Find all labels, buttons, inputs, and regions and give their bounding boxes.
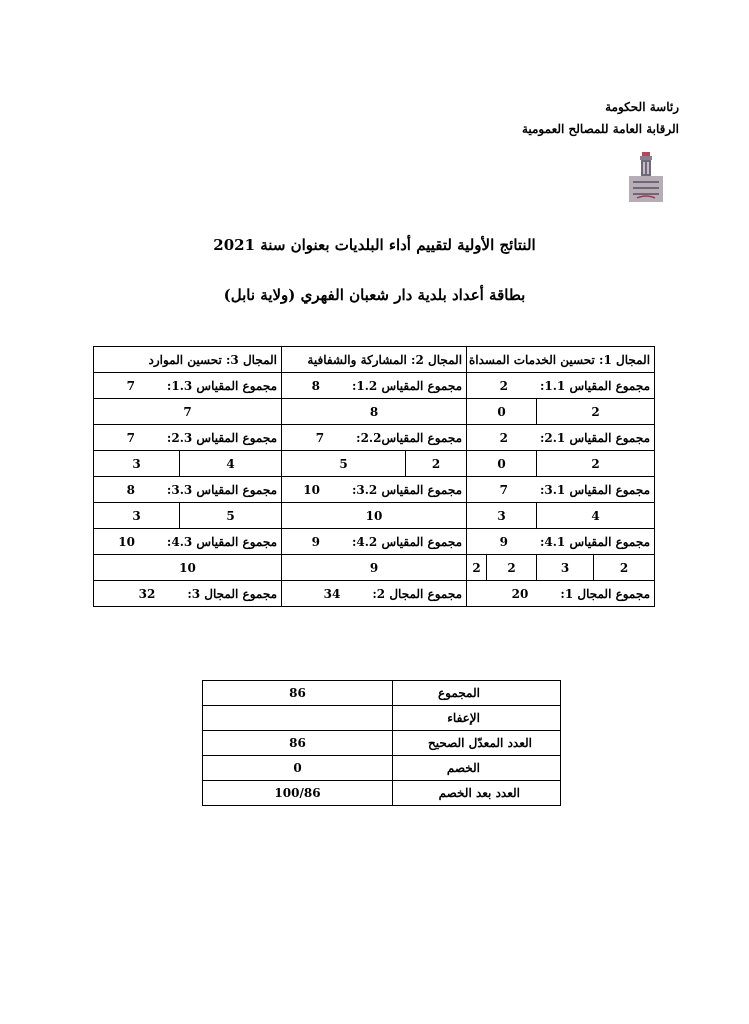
scale-label: مجموع المقياس 1.1:: [539, 378, 651, 393]
detail-cell: 0: [467, 399, 537, 425]
summary-value: 100/86: [203, 781, 393, 806]
detail-cell: 2: [406, 451, 467, 477]
scale-cell: [467, 477, 655, 503]
scale-value: 7: [499, 482, 508, 497]
domain-3-header: المجال 3: تحسين الموارد: [94, 347, 282, 373]
summary-label: العدد المعدّل الصحيح: [393, 731, 561, 756]
summary-label: المجموع: [393, 681, 561, 706]
scale-value: 7: [315, 430, 325, 445]
scale-value: 2: [499, 378, 508, 393]
scale-cell: [282, 477, 467, 503]
detail-cell: 4: [537, 503, 655, 529]
summary-value: 86: [203, 731, 393, 756]
detail-cell: 5: [180, 503, 282, 529]
detail-cell: 2: [467, 555, 487, 581]
scale-cell: [94, 477, 282, 503]
summary-value: [203, 706, 393, 731]
domain-total-cell: [94, 581, 282, 607]
domain-total-value: 34: [323, 586, 341, 601]
tower-emblem-icon: [621, 150, 671, 204]
page-subtitle: بطاقة أعداد بلدية دار شعبان الفهري (ولاية نابل): [223, 286, 526, 304]
detail-cell: 10: [282, 503, 467, 529]
table-row: [94, 529, 655, 555]
summary-label: العدد بعد الخصم: [393, 781, 561, 806]
detail-cell: 0: [467, 451, 537, 477]
summary-row: [203, 781, 561, 806]
table-row: [94, 425, 655, 451]
summary-row: [203, 681, 561, 706]
scale-label: مجموع المقياس 4.3:: [166, 534, 277, 549]
scale-cell: [94, 425, 282, 451]
scale-label: مجموع المقياس 4.1:: [539, 534, 651, 549]
domain-total-value: 32: [138, 586, 156, 601]
domain-2-header: المجال 2: المشاركة والشفافية: [282, 347, 467, 373]
header-line-2: الرقابة العامة للمصالح العمومية: [521, 122, 679, 136]
scale-label: مجموع المقياس 2.1:: [539, 430, 651, 445]
detail-cell: 5: [282, 451, 406, 477]
detail-cell: 7: [94, 399, 282, 425]
domain-totals-row: [94, 581, 655, 607]
domain-1-header: المجال 1: تحسين الخدمات المسداة: [467, 347, 655, 373]
detail-cell: 10: [94, 555, 282, 581]
scale-cell: [94, 529, 282, 555]
domain-total-label: مجموع المجال 1:: [560, 586, 651, 601]
detail-cell: 8: [282, 399, 467, 425]
summary-row: [203, 706, 561, 731]
summary-value: 86: [203, 681, 393, 706]
scale-label: مجموع المقياس 3.3:: [166, 482, 277, 497]
domain-total-cell: [467, 581, 655, 607]
detail-cell: 2: [487, 555, 537, 581]
header-line-1: رئاسة الحكومة: [605, 100, 679, 114]
page-title: النتائج الأولية لتقييم أداء البلديات بعنوان سنة 2021: [213, 236, 536, 254]
header: [522, 96, 679, 140]
scale-value: 9: [311, 534, 320, 549]
scale-cell: [467, 425, 655, 451]
summary-label: الإعفاء: [393, 706, 561, 731]
detail-cell: 9: [282, 555, 467, 581]
detail-cell: 4: [180, 451, 282, 477]
scale-cell: [282, 529, 467, 555]
scale-label: مجموع المقياس 4.2:: [351, 534, 463, 549]
table-row: [94, 451, 655, 477]
table-row: [94, 555, 655, 581]
summary-row: [203, 756, 561, 781]
scale-cell: [467, 373, 655, 399]
scale-label: مجموع المقياس 1.3:: [166, 378, 277, 393]
scale-value: 2: [499, 430, 508, 445]
scale-value: 7: [126, 430, 135, 445]
domain-total-label: مجموع المجال 2:: [372, 586, 463, 601]
table-row: [94, 373, 655, 399]
scale-label: مجموع المقياس 3.1:: [539, 482, 651, 497]
scale-cell: [282, 373, 467, 399]
table-row: [94, 399, 655, 425]
detail-cell: 3: [94, 503, 180, 529]
detail-cell: 3: [537, 555, 594, 581]
table-row: [94, 477, 655, 503]
scale-value: 7: [126, 378, 135, 393]
scale-cell: [467, 529, 655, 555]
scale-value: 10: [118, 534, 135, 549]
scores-table: [93, 346, 655, 607]
detail-cell: 3: [467, 503, 537, 529]
scale-cell: [94, 373, 282, 399]
scale-value: 9: [499, 534, 508, 549]
detail-cell: 3: [94, 451, 180, 477]
domain-total-label: مجموع المجال 3:: [187, 586, 277, 601]
scale-value: 10: [303, 482, 320, 497]
scale-label: مجموع المقياس 3.2:: [351, 482, 463, 497]
summary-row: [203, 731, 561, 756]
detail-cell: 2: [537, 399, 655, 425]
summary-label: الخصم: [393, 756, 561, 781]
table-row: [94, 503, 655, 529]
scale-value: 8: [311, 378, 320, 393]
detail-cell: 2: [537, 451, 655, 477]
domain-header-row: [94, 347, 655, 373]
scale-label: مجموع المقياس2.2:: [356, 430, 463, 445]
scale-cell: [282, 425, 467, 451]
detail-cell: 2: [594, 555, 655, 581]
scale-value: 8: [126, 482, 135, 497]
summary-value: 0: [203, 756, 393, 781]
domain-total-value: 20: [511, 586, 529, 601]
domain-total-cell: [282, 581, 467, 607]
scale-label: مجموع المقياس 2.3:: [166, 430, 277, 445]
summary-table: [202, 680, 561, 806]
scale-label: مجموع المقياس 1.2:: [351, 378, 463, 393]
